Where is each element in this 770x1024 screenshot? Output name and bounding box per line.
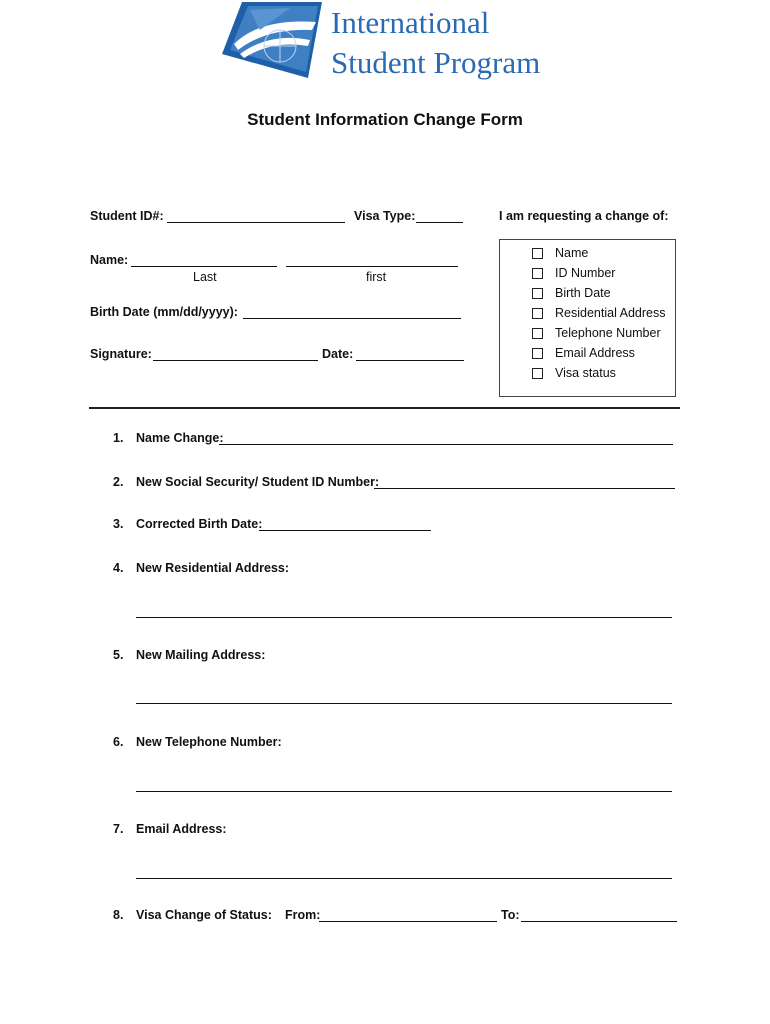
checkbox-birth-date[interactable]: Birth Date — [532, 286, 611, 300]
section-divider — [89, 407, 680, 409]
logo-title-line1: International — [331, 5, 490, 40]
visa-type-label: Visa Type: — [354, 209, 416, 223]
birth-date-field[interactable] — [243, 318, 461, 319]
new-residential-address-field[interactable] — [136, 617, 672, 618]
birth-date-label: Birth Date (mm/dd/yyyy): — [90, 305, 238, 319]
new-telephone-number-field[interactable] — [136, 791, 672, 792]
item-visa-change-of-status: 8. Visa Change of Status: — [113, 908, 272, 922]
visa-type-field[interactable] — [416, 222, 463, 223]
student-id-field[interactable] — [167, 222, 345, 223]
form-title: Student Information Change Form — [247, 110, 523, 129]
name-label: Name: — [90, 253, 129, 267]
signature-label: Signature: — [90, 347, 152, 361]
checkbox-visa-status[interactable]: Visa status — [532, 366, 616, 380]
globe-book-icon — [220, 0, 330, 80]
new-ssn-id-field[interactable] — [374, 488, 675, 489]
checkbox-icon[interactable] — [532, 348, 543, 359]
checkbox-icon[interactable] — [532, 328, 543, 339]
checkbox-icon[interactable] — [532, 268, 543, 279]
item-name-change: 1. Name Change: — [113, 431, 224, 445]
checkbox-name[interactable]: Name — [532, 246, 588, 260]
item-new-mailing-address: 5. New Mailing Address: — [113, 648, 266, 662]
email-address-field[interactable] — [136, 878, 672, 879]
date-label: Date: — [322, 347, 354, 361]
visa-to-label: To: — [501, 908, 520, 922]
visa-from-field[interactable] — [319, 921, 497, 922]
change-request-heading: I am requesting a change of: — [499, 209, 669, 223]
date-field[interactable] — [356, 360, 464, 361]
item-new-residential-address: 4. New Residential Address: — [113, 561, 290, 575]
last-name-field[interactable] — [131, 266, 277, 267]
visa-to-field[interactable] — [521, 921, 677, 922]
student-id-label: Student ID#: — [90, 209, 164, 223]
signature-field[interactable] — [153, 360, 318, 361]
first-name-field[interactable] — [286, 266, 458, 267]
name-change-field[interactable] — [219, 444, 673, 445]
checkbox-icon[interactable] — [532, 288, 543, 299]
checkbox-icon[interactable] — [532, 368, 543, 379]
item-new-telephone-number: 6. New Telephone Number: — [113, 735, 282, 749]
checkbox-id-number[interactable]: ID Number — [532, 266, 615, 280]
checkbox-icon[interactable] — [532, 248, 543, 259]
logo-title-line2: Student Program — [331, 45, 541, 80]
item-corrected-birth-date: 3. Corrected Birth Date: — [113, 517, 263, 531]
last-caption: Last — [193, 270, 217, 284]
checkbox-telephone-number[interactable]: Telephone Number — [532, 326, 661, 340]
checkbox-email-address[interactable]: Email Address — [532, 346, 635, 360]
checkbox-icon[interactable] — [532, 308, 543, 319]
item-new-ssn-id: 2. New Social Security/ Student ID Number: — [113, 475, 380, 489]
corrected-birth-date-field[interactable] — [259, 530, 431, 531]
item-email-address: 7. Email Address: — [113, 822, 227, 836]
logo — [220, 0, 330, 80]
checkbox-residential-address[interactable]: Residential Address — [532, 306, 665, 320]
visa-from-label: From: — [285, 908, 321, 922]
first-caption: first — [366, 270, 387, 284]
new-mailing-address-field[interactable] — [136, 703, 672, 704]
